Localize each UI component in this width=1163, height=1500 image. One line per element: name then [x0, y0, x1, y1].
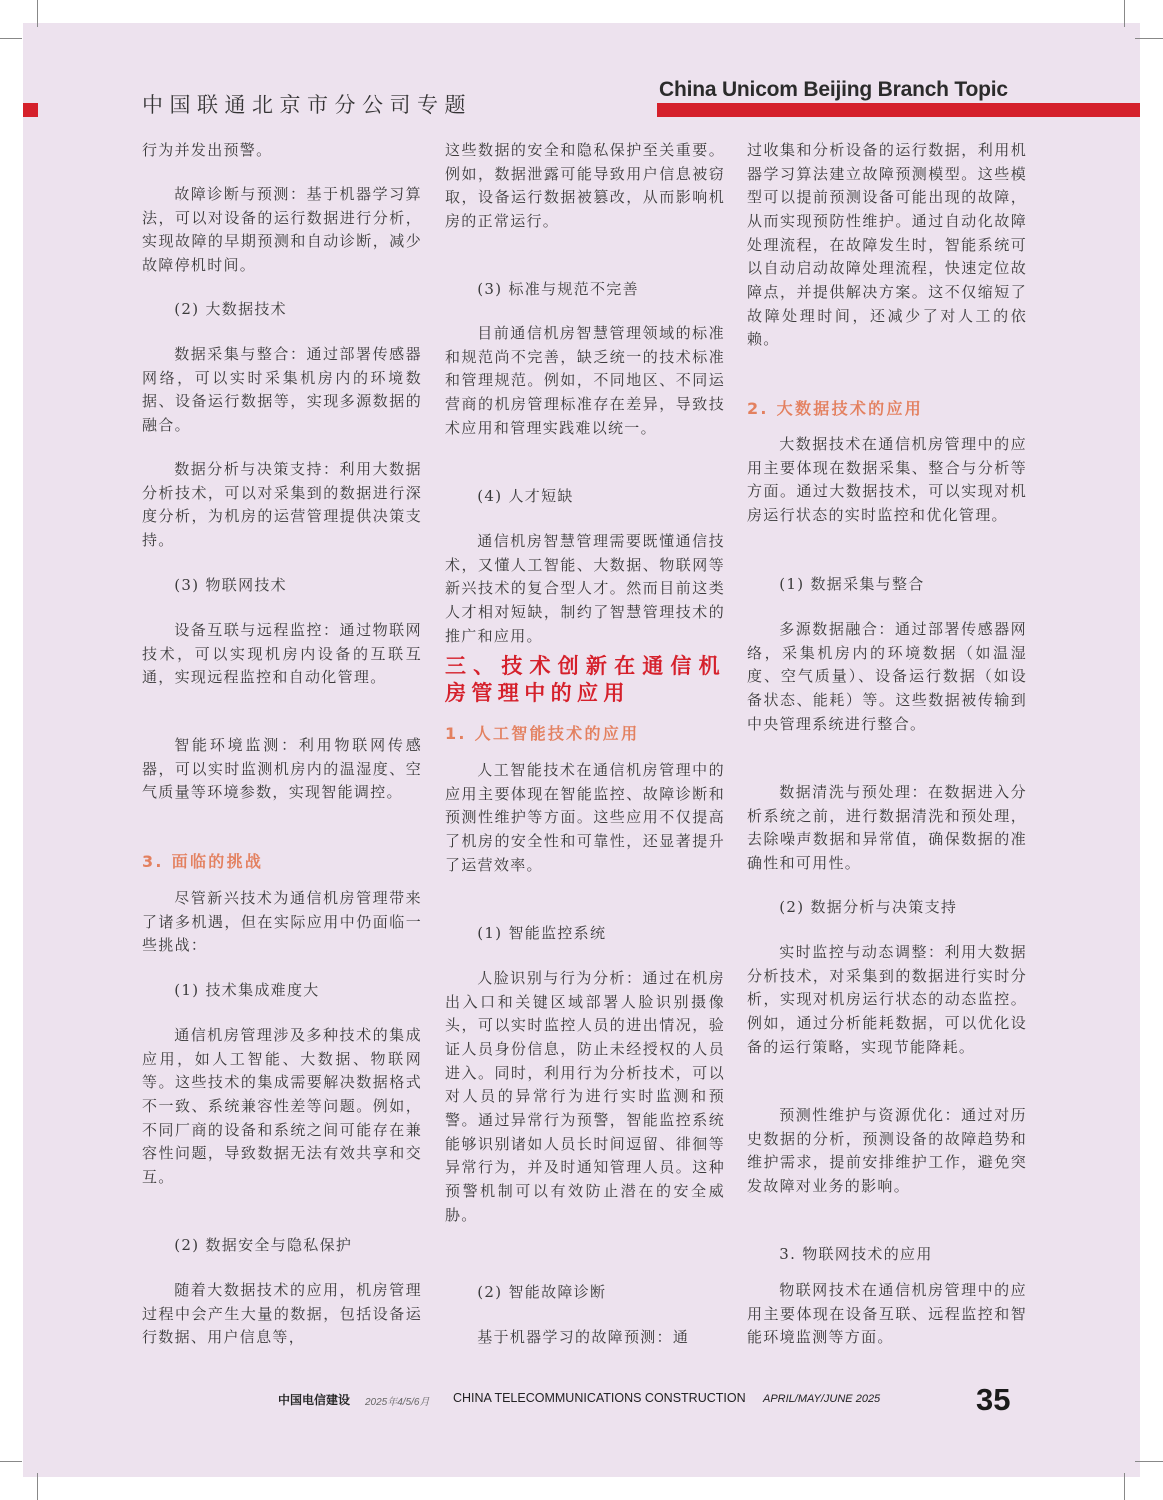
subsection-heading: (3) 物联网技术: [174, 576, 287, 594]
section-heading: 1. 人工智能技术的应用: [445, 724, 640, 743]
paragraph: 通信机房智慧管理需要既懂通信技术，又懂人工智能、大数据、物联网等新兴技术的复合型人才。然而目前这类人才相对短缺，制约了智慧管理技术的推广和应用。: [445, 532, 725, 645]
paragraph: 智能环境监测：利用物联网传感器，可以实时监测机房内的温湿度、空气质量等环境参数，实现智能调控。: [142, 736, 422, 802]
chapter-heading: 三、技术创新在通信机房管理中的应用: [445, 654, 725, 705]
paragraph: 这些数据的安全和隐私保护至关重要。例如，数据泄露可能导致用户信息被窃取，设备运行数据被篡改，从而影响机房的正常运行。: [445, 141, 725, 230]
paragraph: 数据分析与决策支持：利用大数据分析技术，可以对采集到的数据进行深度分析，为机房的运营管理提供决策支持。: [142, 460, 422, 549]
subsection-heading: (2) 大数据技术: [174, 300, 287, 318]
paragraph: 数据清洗与预处理：在数据进入分析系统之前，进行数据清洗和预处理，去除噪声数据和异常值，确保数据的准确性和可用性。: [747, 783, 1027, 872]
section-heading: 3. 面临的挑战: [142, 852, 264, 871]
paragraph: 人工智能技术在通信机房管理中的应用主要体现在智能监控、故障诊断和预测性维护等方面。这些应用不仅提高了机房的安全性和可靠性，还显著提升了运营效率。: [445, 761, 725, 874]
crop-mark: [37, 1473, 38, 1500]
paragraph: 行为并发出预警。: [142, 141, 273, 159]
subsection-heading: (1) 技术集成难度大: [174, 981, 320, 999]
paragraph: 故障诊断与预测：基于机器学习算法，可以对设备的运行数据进行分析，实现故障的早期预测和自动诊断，减少故障停机时间。: [142, 185, 422, 274]
paragraph: 数据采集与整合：通过部署传感器网络，可以实时采集机房内的环境数据、设备运行数据等，实现多源数据的融合。: [142, 345, 422, 434]
paragraph: 物联网技术在通信机房管理中的应用主要体现在设备互联、远程监控和智能环境监测等方面。: [747, 1281, 1027, 1347]
paragraph: 人脸识别与行为分析：通过在机房出入口和关键区域部署人脸识别摄像头，可以实时监控人员的进出情况，验证人员身份信息，防止未经授权的人员进入。同时，利用行为分析技术，可以对人员的异常行为进行实时监测和预警。通过异常行为预警，智能监控系统能够识别诸如人员长时间逗留、徘徊等异常行为，并及时通知管理人员。这种预警机制可以有效防止潜在的安全威胁。: [445, 969, 725, 1224]
crop-mark: [1124, 0, 1125, 27]
subsection-heading: (3) 标准与规范不完善: [477, 280, 639, 298]
crop-mark: [37, 0, 38, 27]
subsection-heading: (2) 数据安全与隐私保护: [174, 1236, 353, 1254]
header-red-bar: [657, 103, 1140, 117]
issue-date-cn: 2025年4/5/6月: [365, 1397, 430, 1408]
paragraph: 通信机房管理涉及多种技术的集成应用，如人工智能、大数据、物联网等。这些技术的集成需要解决数据格式不一致、系统兼容性差等问题。例如，不同厂商的设备和系统之间可能存在兼容性问题，导致数据无法有效共享和交互。: [142, 1026, 422, 1186]
paragraph: 多源数据融合：通过部署传感器网络，采集机房内的环境数据（如温湿度、空气质量）、设备运行数据（如设备状态、能耗）等。这些数据被传输到中央管理系统进行整合。: [747, 620, 1027, 733]
paragraph: 基于机器学习的故障预测：通: [477, 1328, 690, 1346]
journal-name-en: CHINA TELECOMMUNICATIONS CONSTRUCTION: [453, 1391, 746, 1405]
crop-mark: [1124, 1473, 1125, 1500]
section-title-cn: 中国联通北京市分公司专题: [142, 93, 472, 117]
subsection-heading: 3. 物联网技术的应用: [779, 1245, 933, 1263]
subsection-heading: (1) 数据采集与整合: [779, 575, 925, 593]
subsection-heading: (2) 智能故障诊断: [477, 1283, 607, 1301]
crop-mark: [0, 1461, 22, 1462]
issue-date-en: APRIL/MAY/JUNE 2025: [763, 1393, 881, 1405]
crop-mark: [1135, 1461, 1163, 1462]
paragraph: 过收集和分析设备的运行数据，利用机器学习算法建立故障预测模型。这些模型可以提前预测设备可能出现的故障，从而实现预防性维护。通过自动化故障处理流程，在故障发生时，智能系统可以自动启动故障处理流程，快速定位故障点，并提供解决方案。这不仅缩短了故障处理时间，还减少了对人工的依赖。: [747, 141, 1027, 349]
subsection-heading: (2) 数据分析与决策支持: [779, 898, 958, 916]
paragraph: 预测性维护与资源优化：通过对历史数据的分析，预测设备的故障趋势和维护需求，提前安排维护工作，避免突发故障对业务的影响。: [747, 1106, 1027, 1195]
section-heading: 2. 大数据技术的应用: [747, 399, 924, 418]
header-red-marker: [23, 103, 38, 117]
crop-mark: [0, 38, 22, 39]
paragraph: 随着大数据技术的应用，机房管理过程中会产生大量的数据，包括设备运行数据、用户信息等，: [142, 1281, 422, 1347]
journal-name-cn: 中国电信建设: [278, 1393, 351, 1407]
paragraph: 大数据技术在通信机房管理中的应用主要体现在数据采集、整合与分析等方面。通过大数据技术，可以实现对机房运行状态的实时监控和优化管理。: [747, 435, 1027, 524]
subsection-heading: (4) 人才短缺: [477, 487, 574, 505]
subsection-heading: (1) 智能监控系统: [477, 924, 607, 942]
section-title-en: China Unicom Beijing Branch Topic: [659, 78, 1008, 101]
paragraph: 目前通信机房智慧管理领域的标准和规范尚不完善，缺乏统一的技术标准和管理规范。例如，不同地区、不同运营商的机房管理标准存在差异，导致技术应用和管理实践难以统一。: [445, 324, 725, 437]
paragraph: 尽管新兴技术为通信机房管理带来了诸多机遇，但在实际应用中仍面临一些挑战：: [142, 889, 422, 955]
paragraph: 设备互联与远程监控：通过物联网技术，可以实现机房内设备的互联互通，实现远程监控和自动化管理。: [142, 621, 422, 687]
crop-mark: [1135, 38, 1163, 39]
paragraph: 实时监控与动态调整：利用大数据分析技术，对采集到的数据进行实时分析，实现对机房运行状态的动态监控。例如，通过分析能耗数据，可以优化设备的运行策略，实现节能降耗。: [747, 943, 1027, 1056]
page-number: 35: [976, 1382, 1011, 1417]
